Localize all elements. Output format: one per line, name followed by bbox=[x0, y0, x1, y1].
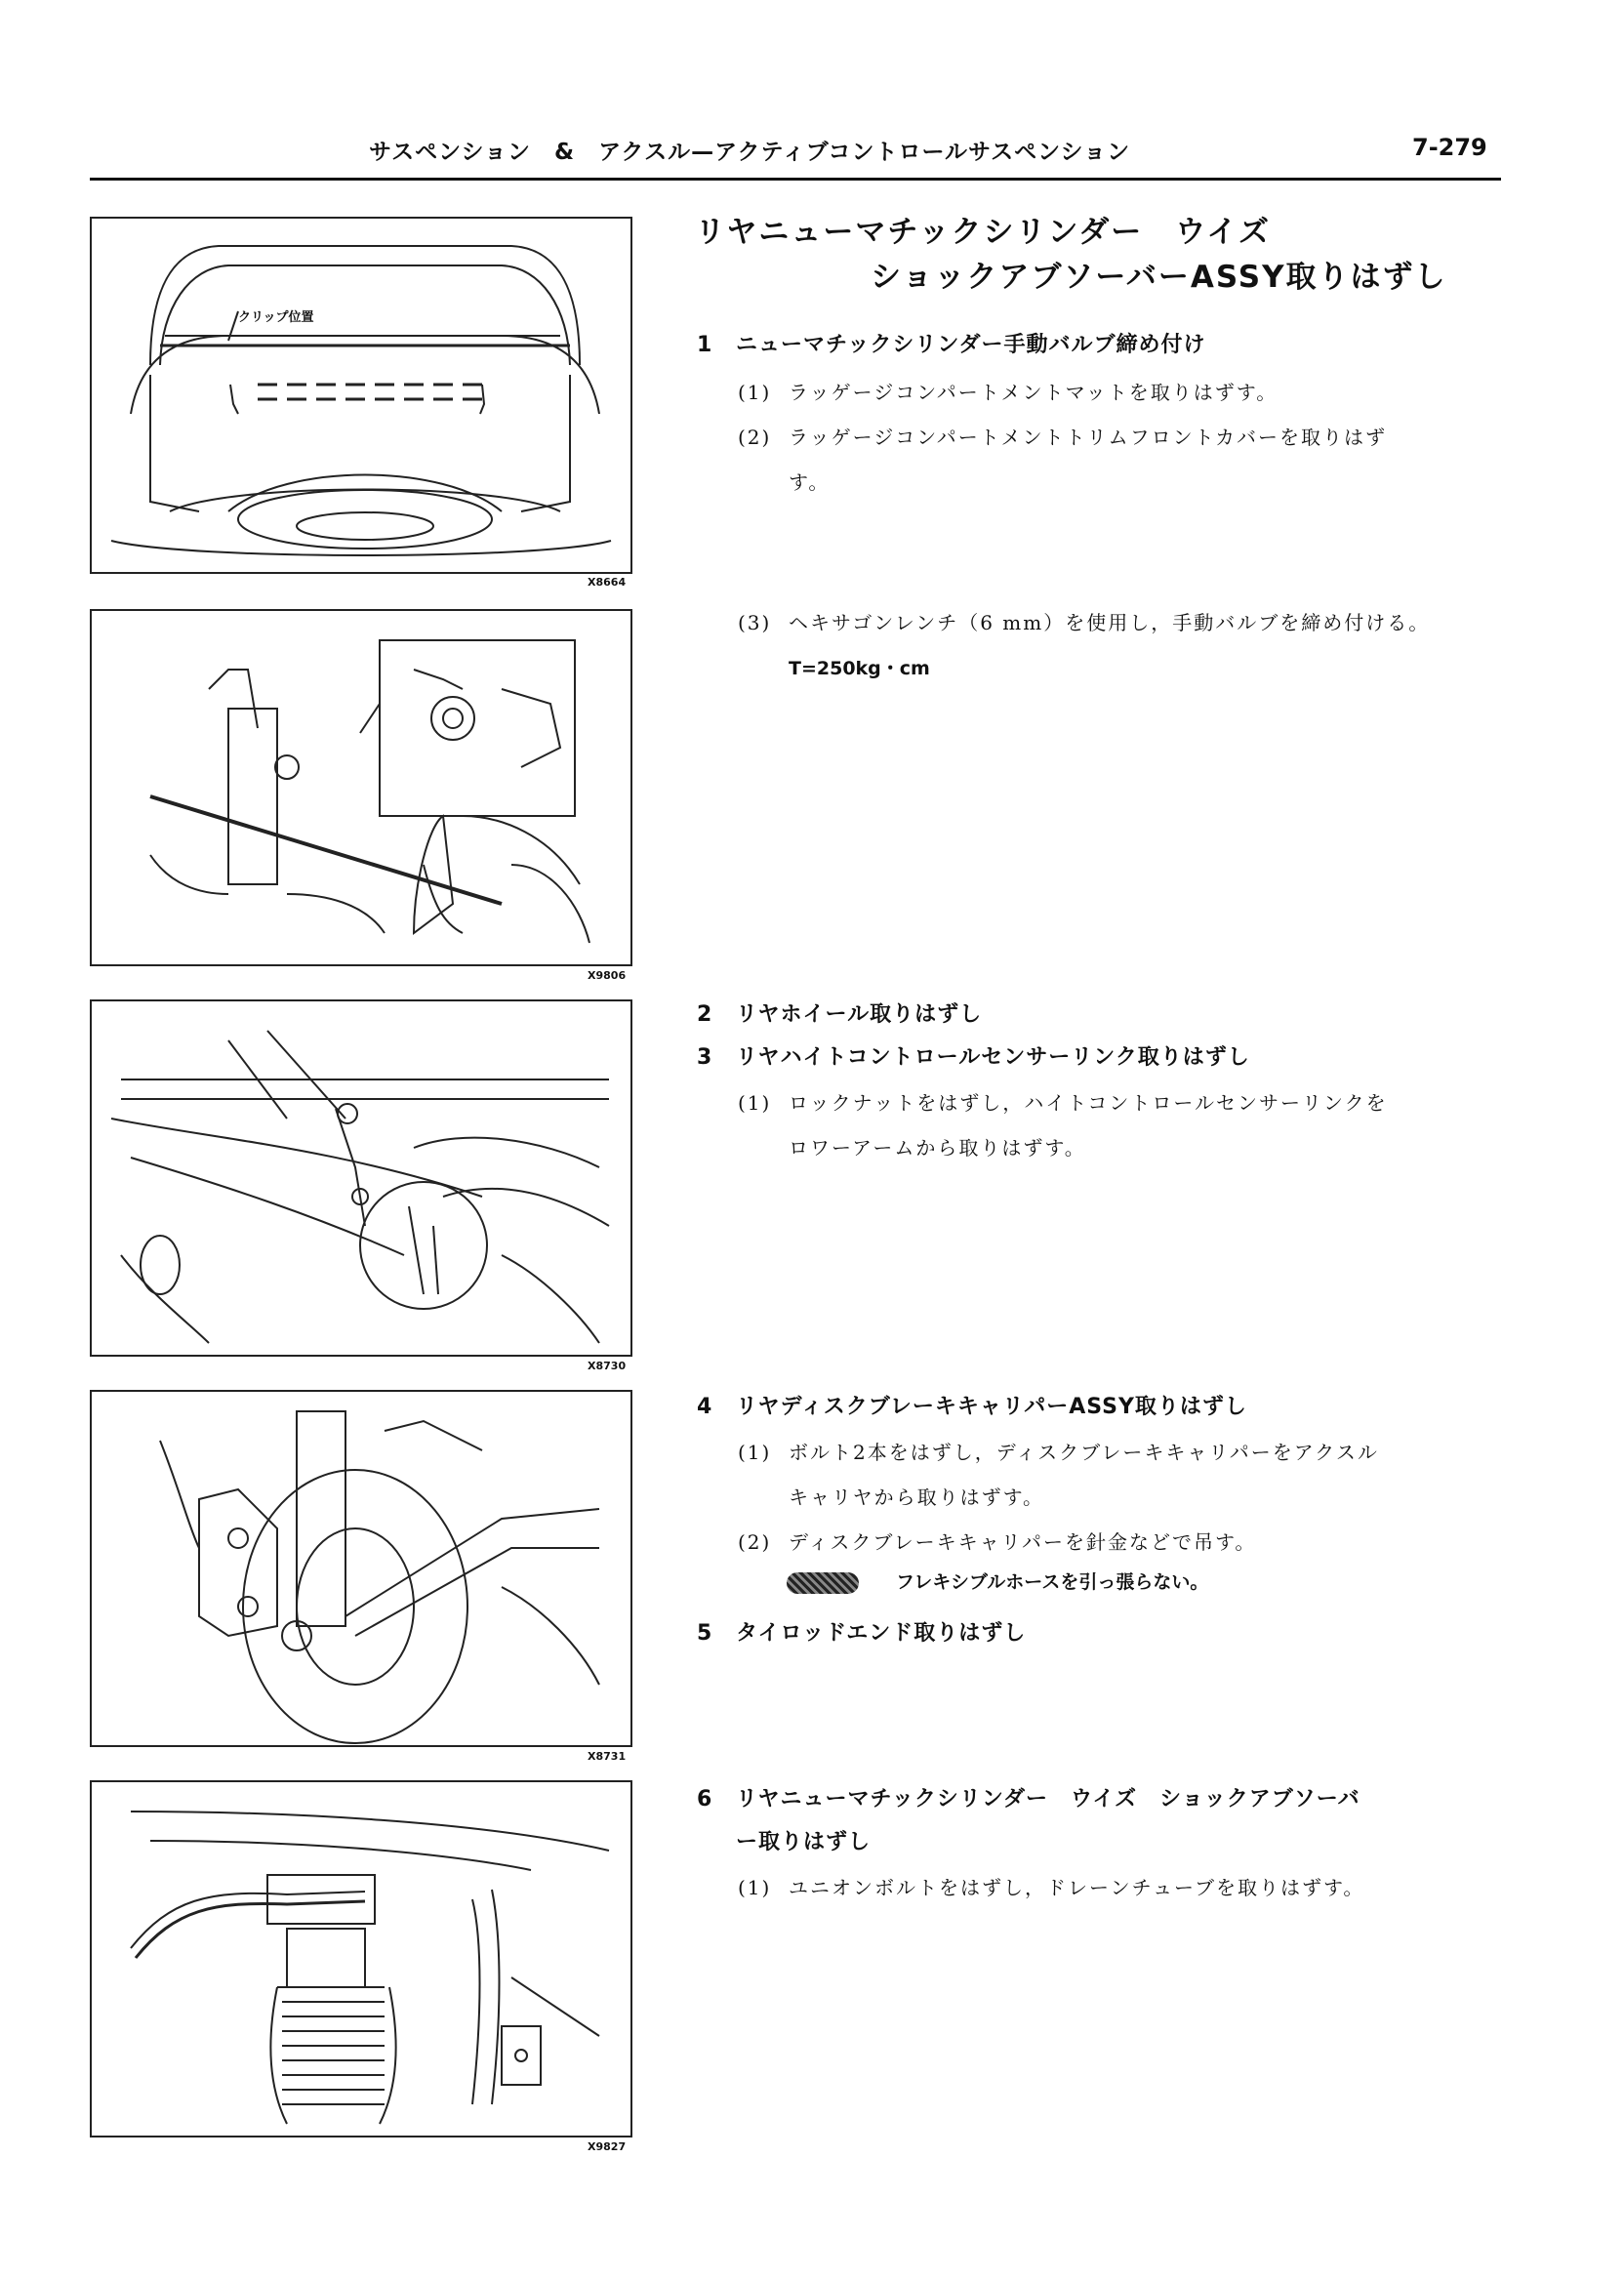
figure-brake-caliper bbox=[90, 1390, 632, 1747]
height-control-link-illustration bbox=[92, 1001, 630, 1355]
substep-4-2 bbox=[738, 1527, 1256, 1555]
step-number: 1 bbox=[697, 333, 713, 357]
step-title: リヤホイール取りはずし bbox=[736, 1002, 983, 1027]
caution-text: フレキシブルホースを引っ張らない。 bbox=[896, 1571, 1209, 1593]
substep-4-1 bbox=[738, 1437, 1379, 1465]
substep-1-2 bbox=[738, 422, 1387, 450]
step-5 bbox=[697, 1616, 1026, 1647]
step-2 bbox=[697, 998, 982, 1028]
substep-1-3 bbox=[738, 607, 1430, 635]
step-title: ニューマチックシリンダー手動バルブ締め付け bbox=[736, 333, 1206, 357]
step-number: 5 bbox=[697, 1621, 713, 1646]
substep-text: ディスクブレーキキャリパーを針金などで吊す。 bbox=[789, 1530, 1257, 1554]
step-title: リヤディスクブレーキキャリパーASSY取りはずし bbox=[736, 1395, 1247, 1419]
substep-text: ボルト2本をはずし，ディスクブレーキキャリパーをアクスル bbox=[789, 1441, 1379, 1464]
figure-manual-valve bbox=[90, 609, 632, 966]
pneumatic-cylinder-illustration bbox=[92, 1782, 630, 2136]
substep-number: (1) bbox=[738, 1091, 772, 1115]
figure-code: X9806 bbox=[588, 969, 627, 982]
substep-1-1 bbox=[738, 377, 1278, 405]
substep-3-1-continued: ロワーアームから取りはずす。 bbox=[789, 1136, 1086, 1160]
figure-code: X8730 bbox=[588, 1360, 627, 1372]
caution-note bbox=[787, 1568, 1208, 1594]
step-title: タイロッドエンド取りはずし bbox=[736, 1621, 1027, 1646]
substep-number: (1) bbox=[738, 1876, 772, 1899]
substep-1-2-continued: す。 bbox=[789, 470, 831, 494]
figure-pneumatic-cylinder bbox=[90, 1780, 632, 2138]
step-title: リヤニューマチックシリンダー ウイズ ショックアブソーバ bbox=[736, 1787, 1360, 1812]
substep-text: ラッゲージコンパートメントトリムフロントカバーを取りはず bbox=[789, 426, 1387, 449]
figure-luggage-compartment bbox=[90, 217, 632, 574]
step-6 bbox=[697, 1782, 1360, 1812]
substep-number: (2) bbox=[738, 426, 772, 449]
section-title-line1: リヤニューマチックシリンダー ウイズ bbox=[695, 215, 1271, 250]
substep-3-1 bbox=[738, 1087, 1388, 1116]
step-1 bbox=[697, 328, 1205, 358]
substep-number: (1) bbox=[738, 1441, 772, 1464]
step-3 bbox=[697, 1040, 1250, 1071]
page-number: 7-279 bbox=[1412, 134, 1487, 161]
header-title: サスペンション & アクスル—アクティブコントロールサスペンション bbox=[369, 140, 1131, 165]
manual-valve-illustration bbox=[92, 611, 630, 964]
luggage-compartment-illustration bbox=[92, 219, 630, 572]
substep-text: ラッゲージコンパートメントマットを取りはずす。 bbox=[789, 381, 1279, 404]
figure-code: X8664 bbox=[588, 576, 627, 589]
figure-code: X8731 bbox=[588, 1750, 627, 1763]
substep-text: ヘキサゴンレンチ（6 mm）を使用し，手動バルブを締め付ける。 bbox=[789, 611, 1431, 634]
substep-text: ロックナットをはずし，ハイトコントロールセンサーリンクを bbox=[789, 1091, 1388, 1115]
figure-height-control-link bbox=[90, 999, 632, 1357]
step-6-continued: ー取りはずし bbox=[736, 1830, 872, 1854]
substep-number: (1) bbox=[738, 381, 772, 404]
caution-icon bbox=[787, 1572, 859, 1594]
torque-spec: T=250kg・cm bbox=[789, 658, 930, 679]
figure-code: X9827 bbox=[588, 2140, 627, 2153]
section-title-line2: ショックアブソーバーASSY取りはずし bbox=[871, 260, 1447, 295]
substep-4-1-continued: キャリヤから取りはずす。 bbox=[789, 1486, 1044, 1509]
substep-text: ユニオンボルトをはずし，ドレーンチューブを取りはずす。 bbox=[789, 1876, 1365, 1899]
substep-number: (2) bbox=[738, 1530, 772, 1554]
step-number: 2 bbox=[697, 1002, 713, 1027]
header-rule bbox=[90, 178, 1501, 181]
substep-6-1 bbox=[738, 1872, 1364, 1900]
step-number: 4 bbox=[697, 1395, 713, 1419]
step-4 bbox=[697, 1390, 1247, 1420]
clip-position-label: クリップ位置 bbox=[238, 310, 314, 325]
step-number: 3 bbox=[697, 1045, 713, 1070]
substep-number: (3) bbox=[738, 611, 772, 634]
step-title: リヤハイトコントロールセンサーリンク取りはずし bbox=[736, 1045, 1250, 1070]
step-number: 6 bbox=[697, 1787, 713, 1812]
brake-caliper-illustration bbox=[92, 1392, 630, 1745]
